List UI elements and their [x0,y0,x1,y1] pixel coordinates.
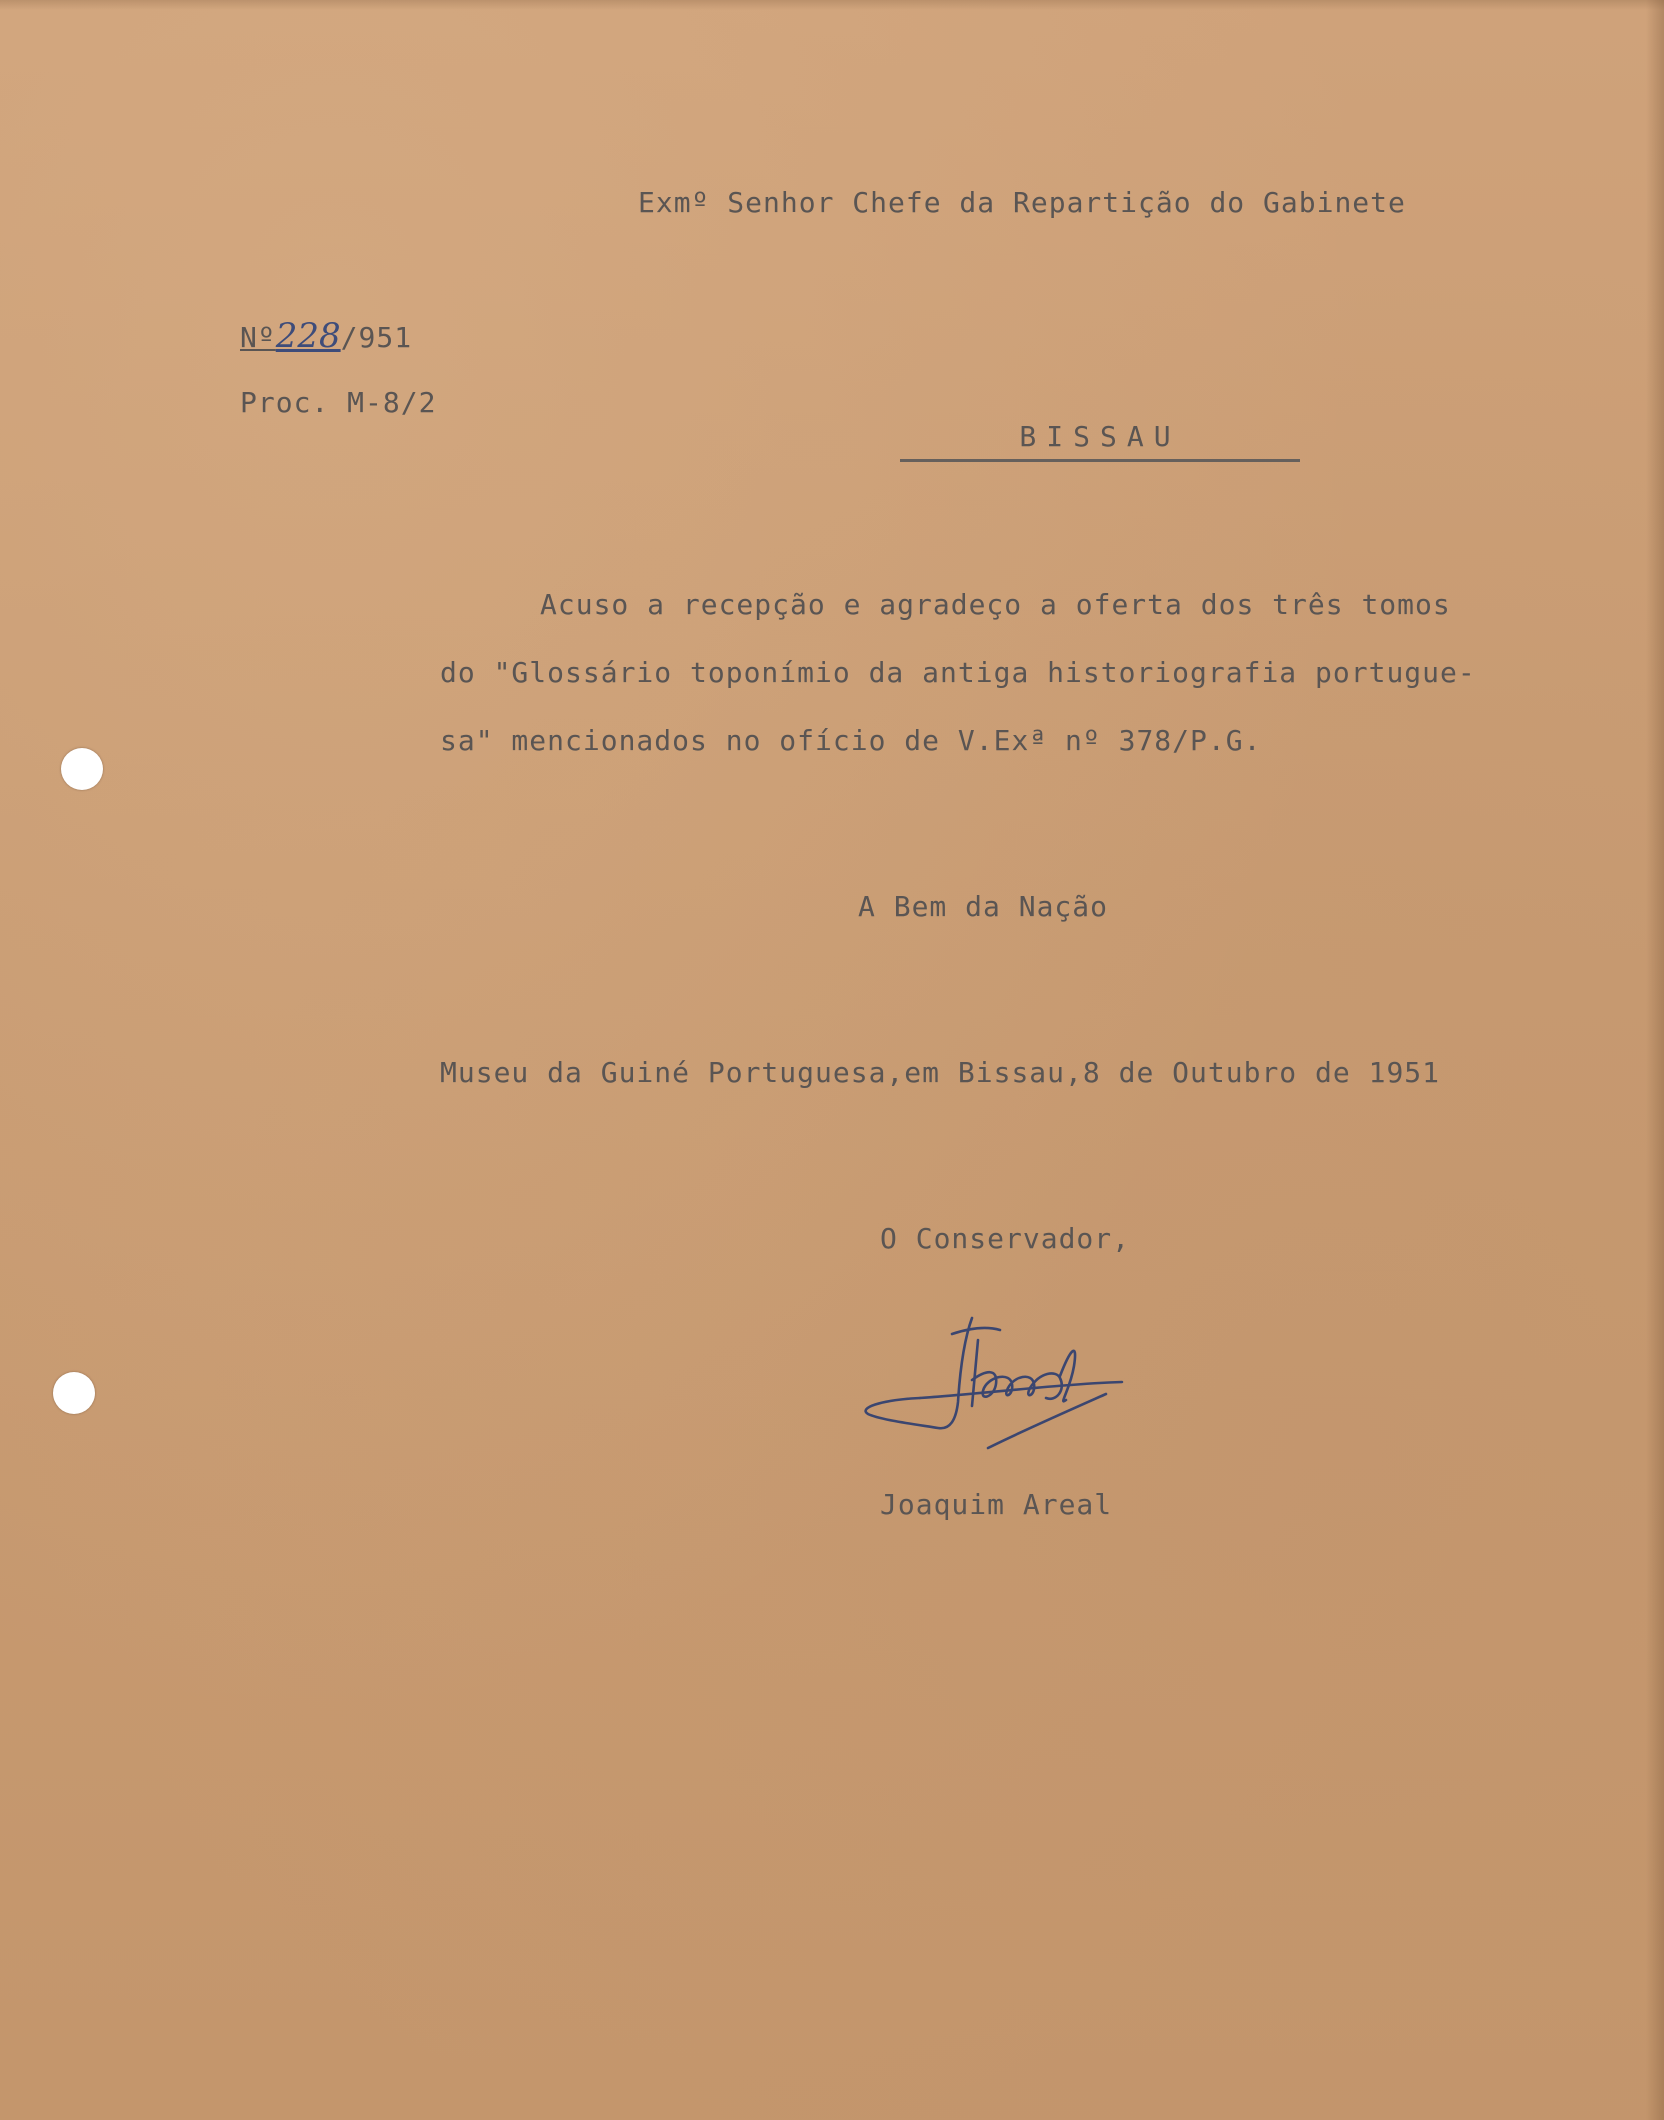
reference-number [240,316,412,356]
reference-suffix: /951 [340,321,413,354]
addressee-line: Exmº Senhor Chefe da Repartição do Gabinete [638,186,1406,219]
closing-salutation: A Bem da Nação [858,890,1109,923]
place-and-date: Museu da Guiné Portuguesa,em Bissau,8 de Outubro de 1951 [440,1056,1441,1089]
body-line-2: do "Glossário toponímio da antiga historiografia portugue- [440,656,1476,689]
process-number: Proc. M-8/2 [240,386,437,419]
handwritten-signature [860,1310,1140,1460]
reference-handwritten-number: 228 [275,316,341,356]
paper-edge-right [1646,0,1664,2120]
city-heading: BISSAU [900,420,1300,462]
paper-edge-top [0,0,1664,10]
body-line-1: Acuso a recepção e agradeço a oferta dos três tomos [540,588,1451,621]
reference-prefix: Nº [240,321,276,354]
signatory-name: Joaquim Areal [880,1488,1113,1521]
punch-hole-top [61,748,103,790]
signatory-role: O Conservador, [880,1222,1131,1255]
body-line-3: sa" mencionados no ofício de V.Exª nº 378/P.G. [440,724,1262,757]
punch-hole-bottom [53,1372,95,1414]
